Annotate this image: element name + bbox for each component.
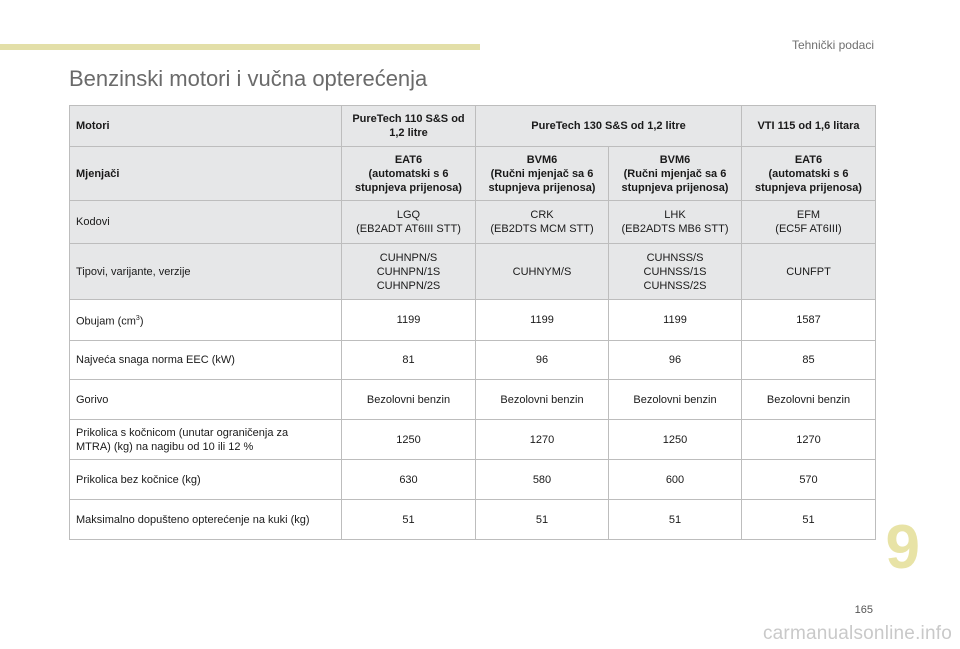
table-row-fuel [70, 380, 876, 420]
table-row-types [70, 244, 876, 300]
row-label: Motori [70, 106, 342, 147]
table-cell: CUHNPN/S CUHNPN/1S CUHNPN/2S [342, 244, 476, 300]
table-cell: EFM (EC5F AT6III) [742, 201, 876, 244]
table-cell: 85 [742, 341, 876, 380]
table-cell: 51 [609, 500, 742, 540]
table-row-unbraked-trailer [70, 460, 876, 500]
table-cell: 1199 [609, 300, 742, 341]
table-cell: CRK (EB2DTS MCM STT) [476, 201, 609, 244]
table-cell: 1270 [476, 420, 609, 460]
row-label: Kodovi [70, 201, 342, 244]
page-title: Benzinski motori i vučna opterećenja [69, 66, 428, 91]
row-label: Prikolica bez kočnice (kg) [70, 460, 342, 500]
table-cell: 96 [476, 341, 609, 380]
row-label: Gorivo [70, 380, 342, 420]
header-accent-bar [0, 44, 480, 50]
table-cell: 630 [342, 460, 476, 500]
table-cell: 51 [742, 500, 876, 540]
table-cell: 81 [342, 341, 476, 380]
table-cell: 1270 [742, 420, 876, 460]
table-cell: 51 [342, 500, 476, 540]
table-cell: Bezolovni benzin [609, 380, 742, 420]
table-cell: 600 [609, 460, 742, 500]
table-cell: 96 [609, 341, 742, 380]
row-label: Maksimalno dopušteno opterećenje na kuki (kg) [70, 500, 342, 540]
row-label-superscript: 3 [135, 314, 140, 322]
row-label: Najveća snaga norma EEC (kW) [70, 341, 342, 380]
row-label: Prikolica s kočnicom (unutar ograničenja za MTRA) (kg) na nagibu od 10 ili 12 % [70, 420, 342, 460]
table-cell: 51 [476, 500, 609, 540]
table-row-displacement [70, 300, 876, 341]
table-cell: CUHNYM/S [476, 244, 609, 300]
table-cell: BVM6 (Ručni mjenjač sa 6 stupnjeva prijenosa) [476, 147, 609, 201]
table-cell: LHK (EB2ADTS MB6 STT) [609, 201, 742, 244]
table-cell: Bezolovni benzin [742, 380, 876, 420]
table-cell: 580 [476, 460, 609, 500]
table-row-codes [70, 201, 876, 244]
chapter-number: 9 [885, 513, 920, 582]
table-cell: 1199 [342, 300, 476, 341]
watermark: carmanualsonline.info [762, 623, 952, 644]
table-cell: 570 [742, 460, 876, 500]
table-row-braked-trailer [70, 420, 876, 460]
table-cell: 1250 [609, 420, 742, 460]
table-row-max-power [70, 341, 876, 380]
table-cell: 1250 [342, 420, 476, 460]
table-cell: EAT6 (automatski s 6 stupnjeva prijenosa) [742, 147, 876, 201]
row-label-text: Obujam (cm [76, 315, 136, 328]
row-label-end: ) [139, 315, 144, 328]
row-label: Mjenjači [70, 147, 342, 201]
table-cell: BVM6 (Ručni mjenjač sa 6 stupnjeva prijenosa) [609, 147, 742, 201]
table-row-engines [70, 106, 876, 147]
table-cell: 1587 [742, 300, 876, 341]
row-label [70, 300, 342, 341]
table-cell: 1199 [476, 300, 609, 341]
table-cell: VTI 115 od 1,6 litara [742, 106, 876, 147]
row-label: Tipovi, varijante, verzije [70, 244, 342, 300]
table-cell: CUNFPT [742, 244, 876, 300]
table-cell: Bezolovni benzin [342, 380, 476, 420]
table-cell: EAT6 (automatski s 6 stupnjeva prijenosa) [342, 147, 476, 201]
page-number: 165 [854, 604, 873, 616]
table-cell: PureTech 130 S&S od 1,2 litre [476, 106, 742, 147]
table-row-gearboxes [70, 147, 876, 201]
engine-spec-table [69, 105, 876, 540]
table-cell: PureTech 110 S&S od 1,2 litre [342, 106, 476, 147]
section-label: Tehnički podaci [791, 38, 874, 52]
table-cell: CUHNSS/S CUHNSS/1S CUHNSS/2S [609, 244, 742, 300]
table-cell: LGQ (EB2ADT AT6III STT) [342, 201, 476, 244]
table-cell: Bezolovni benzin [476, 380, 609, 420]
table-row-towball-load [70, 500, 876, 540]
